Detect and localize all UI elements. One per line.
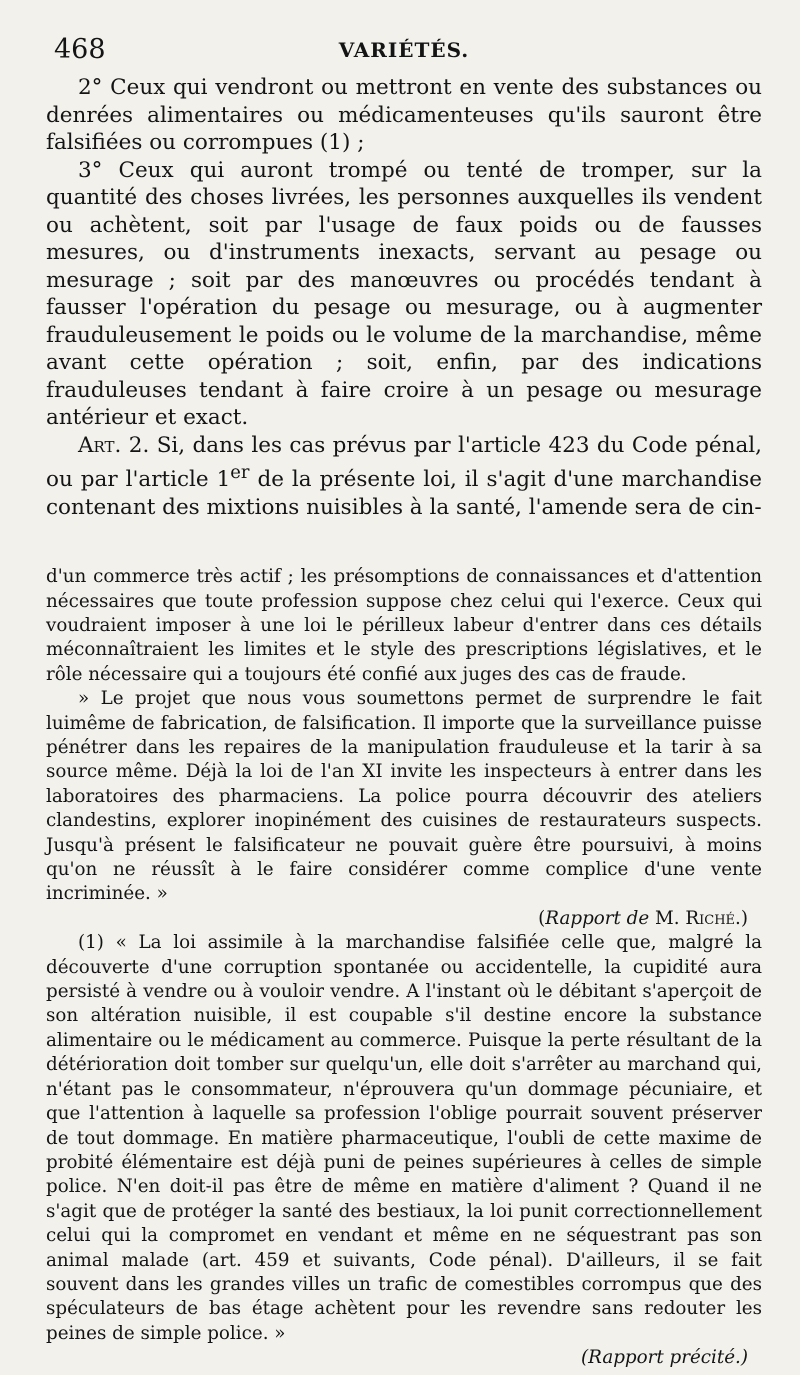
main-text (46, 74, 762, 521)
footnote-paragraph: d'un commerce très actif ; les présomptions de connaissances et d'attention nécessaires que toute profession suppose chez celui qui l'exerce. Ceux qui voudraient imposer à une loi le périlleux labeur d'entrer dans ces détails méconnaîtraient les limites et le style des prescriptions législatives, et le rôle nécessaire qui a toujours été confié aux juges des cas de fraude. (46, 566, 762, 685)
footnote-attribution-line (46, 1346, 762, 1370)
article-text: Si, dans les cas prévus par l'article 423 du Code pénal, ou par l'article 1 (46, 432, 762, 493)
page-header (46, 30, 762, 74)
page-number: 468 (54, 34, 106, 65)
attribution-italic: Rapport de (545, 907, 650, 929)
text-separator (46, 521, 762, 565)
main-paragraph: 2° Ceux qui vendront ou mettront en vente des substances ou denrées alimentaires ou médicamenteuses qu'ils sauront être falsifiées ou corrompues (1) ; (46, 75, 762, 155)
footnotes (46, 565, 762, 1370)
article-label: Art. 2. (78, 432, 150, 458)
main-paragraph: 3° Ceux qui auront trompé ou tenté de tromper, sur la quantité des choses livrées, les personnes auxquelles ils vendent ou achètent, soit par l'usage de faux poids ou de fausses mesures, ou d'instruments inexacts, servant au pesage ou mesurage ; soit par des manœuvres ou procédés tendant à fausser l'opération du pesage ou mesurage, ou à augmenter frauduleusement le poids ou le volume de la marchandise, même avant cette opération ; soit, enfin, par des indications frauduleuses tendant à faire croire à un pesage ou mesurage antérieur et exact. (46, 157, 762, 430)
attribution: (Rapport de M. Riché.) (538, 907, 748, 929)
attribution: (Rapport précité.) (581, 1347, 748, 1369)
footnote-paragraph: (1) « La loi assimile à la marchandise falsifiée celle que, malgré la découverte d'une corruption spontanée ou accidentelle, la cupidité aura persisté à vendre ou à vouloir vendre. A l'instant où le débitant s'aperçoit de son altération nuisible, il est coupable s'il destine encore la substance alimentaire ou le médicament au commerce. Puisque la perte résultant de la détérioration doit tomber sur quelqu'un, elle doit s'arrêter au marchand qui, n'étant pas le consommateur, n'éprouvera qu'un dommage pécuniaire, et que l'attention à laquelle sa profession l'oblige pourrait souvent préserver de tout dommage. En matière pharmaceutique, l'oubli de cette maxime de probité élémentaire est déjà puni de peines supérieures à celles de simple police. N'en doit-il pas être de même en matière d'aliment ? Quand il ne s'agit que de protéger la santé des bestiaux, la loi punit correctionnellement celui qui la compromet en vendant et même en ne séquestrant pas son animal malade (art. 459 et suivants, Code pénal). D'ailleurs, il se fait souvent dans les grandes villes un trafic de comestibles corrompus que des spéculateurs de bas étage achètent pour les revendre sans redouter les peines de simple police. » (46, 932, 762, 1344)
article-2-paragraph (46, 432, 762, 522)
ordinal-superscript: er (230, 462, 250, 483)
running-title: VARIÉTÉS. (338, 38, 470, 62)
article-text-continued: de la présente loi, il s'agit d'une marchandise contenant des mixtions nuisibles à la santé, l'amende sera de cin- (46, 467, 763, 520)
footnote-paragraph (46, 687, 762, 931)
footnote-text: » Le projet que nous vous soumettons permet de surprendre le fait luimême de fabrication, de falsification. Il importe que la surveillance puisse pénétrer dans les repaires de la manipulation frauduleuse et la tarir à sa source même. Déjà la loi de l'an XI invite les inspecteurs à entrer dans les laboratoires des pharmaciens. La police pourra découvrir des ateliers clandestins, explorer inopinément des cuisines de restaurateurs suspects. Jusqu'à présent le falsificateur ne pouvait guère être poursuivi, à moins qu'on ne réussît à le faire considérer comme complice d'une vente incriminée. » (46, 688, 762, 905)
author-name: Riché (685, 907, 736, 929)
